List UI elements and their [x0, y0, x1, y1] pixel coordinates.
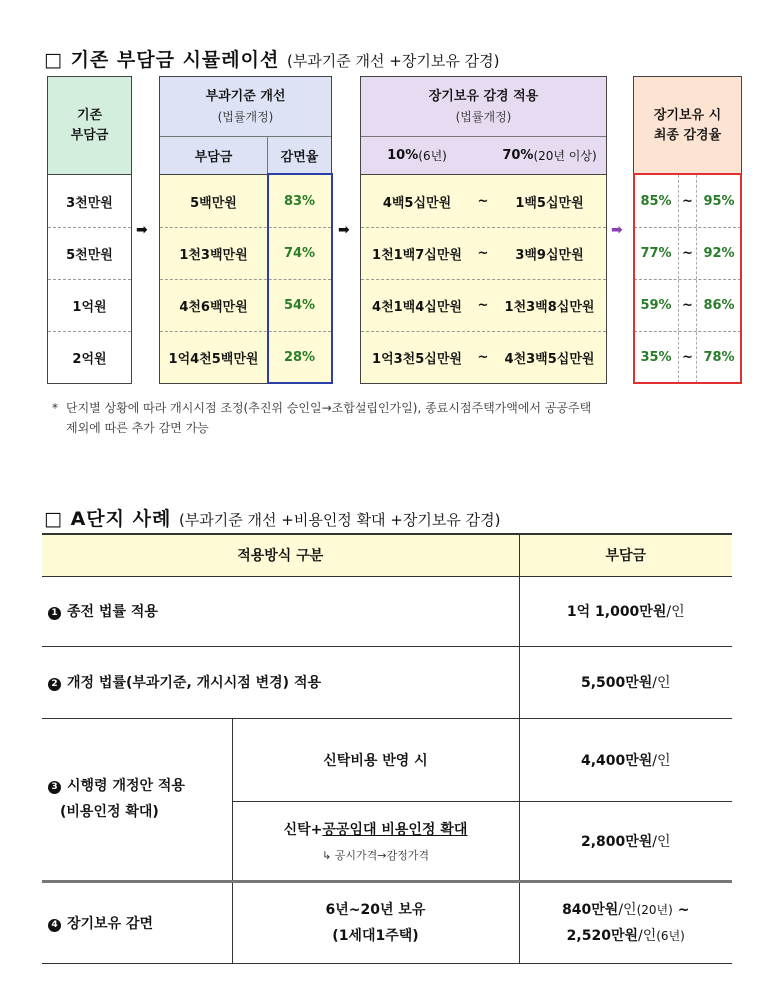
row3-amount1-value: 4,400만원	[580, 752, 653, 769]
per-person-unit: /인	[666, 604, 685, 620]
row2-method	[42, 646, 519, 718]
footnote	[52, 398, 752, 438]
per-person-unit: /인	[652, 675, 671, 691]
burden-subheader: 부담금	[160, 137, 268, 174]
long-term-row	[361, 227, 606, 279]
existing-burden-column	[47, 76, 132, 384]
number-bullet-icon: 4	[48, 919, 61, 932]
row1-amount-value: 1억 1,000만원	[566, 604, 667, 620]
row3-label2: (비용인정 확대)	[60, 804, 159, 820]
criteria-improvement-column	[159, 76, 332, 384]
row3-sub1: 신탁비용 반영 시	[232, 718, 519, 801]
reduction-rate: 28%	[283, 350, 316, 365]
final-rate-high: 95%	[703, 193, 735, 209]
arrow-right-icon: ➡	[338, 222, 350, 238]
number-bullet-icon: 2	[48, 678, 61, 691]
existing-row: 5천만원	[48, 227, 131, 279]
rate-subheader: 감면율	[280, 150, 319, 165]
criteria-row	[160, 331, 331, 383]
footnote-line1: 단지별 상황에 따라 개시시점 조정(추진위 승인일→조합설립인가일), 종료시점주택가액에서 공공주택	[66, 401, 592, 415]
criteria-row	[160, 279, 331, 331]
seventy-percent-label: 70%	[502, 148, 534, 163]
long-term-header-sub: (법률개정)	[455, 109, 512, 124]
improved-burden: 1천3백만원	[160, 228, 268, 279]
improved-burden: 1억4천5백만원	[160, 332, 268, 383]
criteria-header-sub: (법률개정)	[217, 109, 274, 124]
row2-amount-value: 5,500만원	[580, 675, 653, 691]
row3-label1: 시행령 개정안 적용	[67, 778, 185, 794]
seventy-percent-subheader	[493, 137, 606, 174]
subheader-gap	[473, 137, 493, 174]
row3-amount1	[519, 718, 732, 801]
seventy-percent-value: 4천3백5십만원	[504, 352, 595, 367]
final-reduction-column	[633, 76, 742, 384]
row4-amount	[519, 881, 732, 963]
table-row	[42, 881, 732, 963]
table-row	[42, 576, 732, 646]
criteria-row	[160, 227, 331, 279]
criteria-header-title: 부과기준 개선	[205, 88, 286, 104]
final-rate-low: 77%	[634, 228, 679, 279]
final-row	[634, 331, 741, 383]
final-rate-high: 92%	[703, 246, 735, 261]
per-person-unit: /인	[618, 901, 637, 918]
long-term-subheader	[361, 137, 606, 175]
reduction-rate: 54%	[283, 298, 316, 313]
ten-percent-value: 1억3천5십만원	[372, 352, 462, 367]
final-rate-low: 85%	[634, 175, 679, 227]
tilde: ~	[679, 332, 697, 383]
tilde: ~	[477, 193, 489, 209]
row4-note2: (6년)	[656, 928, 685, 943]
existing-header-line1: 기존	[76, 107, 103, 123]
ten-percent-value: 4백5십만원	[382, 195, 452, 211]
row4-label: 장기보유 감면	[67, 915, 154, 932]
long-term-header	[361, 77, 606, 137]
row1-label: 종전 법률 적용	[67, 604, 158, 620]
long-term-row	[361, 175, 606, 227]
row3-method	[42, 718, 232, 881]
tilde: ~	[477, 350, 489, 365]
tilde: ~	[477, 246, 489, 261]
twenty-years-note: (20년 이상)	[533, 149, 597, 163]
tilde: ~	[679, 228, 697, 279]
existing-header-line2: 부담금	[70, 127, 109, 143]
number-bullet-icon: 1	[48, 607, 61, 620]
method-header: 적용방식 구분	[42, 534, 519, 576]
row2-amount	[519, 646, 732, 718]
row4-method	[42, 881, 232, 963]
row4-amount1-value: 840만원	[562, 901, 619, 918]
section1-title-text: □ 기존 부담금 시뮬레이션	[44, 49, 280, 71]
existing-row: 1억원	[48, 279, 131, 331]
row2-label: 개정 법률(부과기준, 개시시점 변경) 적용	[67, 675, 321, 691]
improved-burden: 5백만원	[160, 175, 268, 227]
row4-mid2: (1세대1주택)	[332, 927, 419, 944]
row1-method	[42, 576, 519, 646]
tilde: ~	[679, 175, 697, 227]
row3-sub2	[232, 801, 519, 881]
footnote-line2: 제외에 따른 추가 감면 가능	[66, 421, 209, 435]
final-rate-low: 35%	[634, 332, 679, 383]
row1-amount	[519, 576, 732, 646]
tilde: ~	[477, 298, 489, 313]
final-rate-high: 78%	[703, 350, 735, 365]
criteria-improvement-header	[160, 77, 331, 137]
row3-sub2-prefix: 신탁+	[283, 821, 323, 838]
section1-title	[44, 45, 499, 72]
section1-subtitle: (부과기준 개선 +장기보유 감경)	[286, 52, 500, 70]
burden-header: 부담금	[519, 534, 732, 576]
long-term-header-title: 장기보유 감경 적용	[428, 88, 539, 104]
section2-subtitle: (부과기준 개선 +비용인정 확대 +장기보유 감경)	[178, 511, 501, 529]
seventy-percent-value: 1천3백8십만원	[504, 300, 595, 315]
tilde: ~	[679, 280, 697, 331]
final-row	[634, 175, 741, 227]
existing-row: 3천만원	[48, 175, 131, 227]
existing-row: 2억원	[48, 331, 131, 383]
improved-burden: 4천6백만원	[160, 280, 268, 331]
final-rate-high: 86%	[703, 298, 735, 313]
row3-amount2	[519, 801, 732, 881]
final-row	[634, 227, 741, 279]
long-term-row	[361, 331, 606, 383]
reduction-rate: 83%	[283, 193, 316, 209]
row4-amount2-value: 2,520만원	[566, 927, 638, 944]
seventy-percent-value: 1백5십만원	[515, 195, 584, 211]
arrow-right-icon: ➡	[136, 222, 148, 238]
per-person-unit: /인	[652, 833, 671, 850]
row3-sub2-underlined: 공공임대 비용인정 확대	[322, 821, 468, 838]
section2-title	[44, 504, 500, 531]
table-row	[42, 646, 732, 718]
long-term-holding-column	[360, 76, 607, 384]
final-rate-low: 59%	[634, 280, 679, 331]
seventy-percent-value: 3백9십만원	[515, 248, 584, 263]
ten-percent-label: 10%	[387, 148, 419, 163]
table-header-row	[42, 534, 732, 576]
criteria-row	[160, 175, 331, 227]
final-row	[634, 279, 741, 331]
section2-title-text: □ A단지 사례	[44, 508, 172, 530]
row4-tilde: ~	[672, 901, 690, 918]
a-complex-table	[42, 533, 732, 964]
reduction-rate: 74%	[283, 246, 316, 261]
final-header-line1: 장기보유 시	[653, 107, 722, 123]
row3-amount2-value: 2,800만원	[580, 833, 653, 850]
final-header-line2: 최종 감경율	[653, 127, 722, 143]
final-reduction-header	[634, 77, 741, 175]
row4-note1: (20년)	[636, 902, 673, 917]
long-term-row	[361, 279, 606, 331]
footnote-star: *	[52, 401, 58, 415]
ten-percent-value: 4천1백4십만원	[372, 300, 462, 315]
row4-mid1: 6년~20년 보유	[325, 901, 426, 918]
per-person-unit: /인	[652, 752, 671, 769]
existing-burden-header	[48, 77, 131, 175]
ten-percent-subheader	[361, 137, 473, 174]
arrow-right-icon: ➡	[611, 222, 623, 238]
six-years-note: (6년)	[418, 149, 447, 163]
row3-sub2-note: ↳ 공시가격→감정가격	[322, 848, 429, 862]
number-bullet-icon: 3	[48, 781, 61, 794]
criteria-subheader	[160, 137, 331, 175]
row4-sub	[232, 881, 519, 963]
table-row	[42, 718, 732, 801]
per-person-unit: /인	[638, 927, 657, 944]
ten-percent-value: 1천1백7십만원	[372, 248, 462, 263]
